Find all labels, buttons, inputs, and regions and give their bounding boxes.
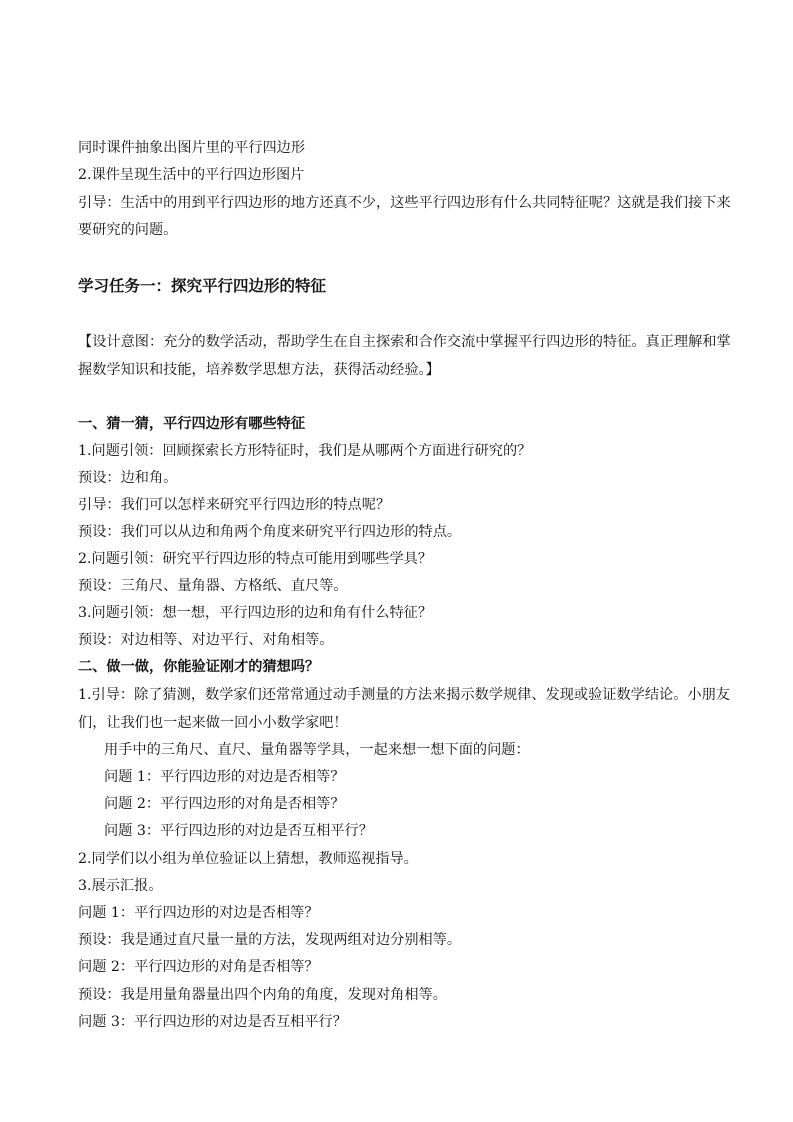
section1-heading: 一、猜一猜，平行四边形有哪些特征 [78, 416, 306, 432]
section1-line: 引导：我们可以怎样来研究平行四边形的特点呢？ [78, 497, 391, 513]
section2-line: 预设：我是用量角器量出四个内角的角度，发现对角相等。 [78, 987, 447, 1003]
section2-line: 3.展示汇报。 [78, 878, 163, 894]
task-heading: 学习任务一：探究平行四边形的特征 [78, 276, 327, 295]
section2-guide-line-1: 1.引导：除了猜测，数学家们还常常通过动手测量的方法来揭示数学规律、发现或验证数学结论。小朋友 [78, 687, 730, 703]
section1-line: 1.问题引领：回顾探索长方形特征时，我们是从哪两个方面进行研究的？ [78, 443, 532, 459]
section2-line: 问题 2：平行四边形的对角是否相等？ [78, 959, 319, 975]
intro-line-3a: 引导：生活中的用到平行四边形的地方还真不少，这些平行四边形有什么共同特征呢？这就是我们接下来 [78, 195, 731, 211]
section2-tools-line: 用手中的三角尺、直尺、量角器等学具，一起来想一想下面的问题： [104, 742, 530, 758]
question-item: 问题 2：平行四边形的对角是否相等？ [104, 796, 345, 812]
section1-line: 预设：边和角。 [78, 470, 178, 486]
section2-line: 2.同学们以小组为单位验证以上猜想，教师巡视指导。 [78, 851, 418, 867]
section1-line: 3.问题引领：想一想，平行四边形的边和角有什么特征？ [78, 605, 433, 621]
question-item: 问题 3：平行四边形的对边是否互相平行？ [104, 823, 373, 839]
intro-line-1: 同时课件抽象出图片里的平行四边形 [78, 140, 306, 156]
section2-line: 预设：我是通过直尺量一量的方法，发现两组对边分别相等。 [78, 932, 462, 948]
section1-line: 2.问题引领：研究平行四边形的特点可能用到哪些学具？ [78, 551, 433, 567]
section1-line: 预设：对边相等、对边平行、对角相等。 [78, 632, 334, 648]
question-item: 问题 1：平行四边形的对边是否相等？ [104, 769, 345, 785]
section1-line: 预设：三角尺、量角器、方格纸、直尺等。 [78, 578, 348, 594]
section2-guide-line-2: 们，让我们也一起来做一回小小数学家吧！ [78, 715, 348, 731]
intro-line-2: 2.课件呈现生活中的平行四边形图片 [78, 167, 305, 183]
intro-line-3b: 要研究的问题。 [78, 222, 178, 238]
section2-heading: 二、做一做，你能验证刚才的猜想吗？ [78, 659, 320, 675]
section2-line: 问题 3：平行四边形的对边是否互相平行？ [78, 1014, 347, 1030]
section2-line: 问题 1：平行四边形的对边是否相等？ [78, 905, 319, 921]
design-intent-line-2: 握数学知识和技能，培养数学思想方法，获得活动经验。】 [78, 362, 440, 378]
section1-line: 预设：我们可以从边和角两个角度来研究平行四边形的特点。 [78, 524, 462, 540]
design-intent-line-1: 【设计意图：充分的数学活动，帮助学生在自主探索和合作交流中掌握平行四边形的特征。真正理解和掌 [78, 334, 731, 350]
